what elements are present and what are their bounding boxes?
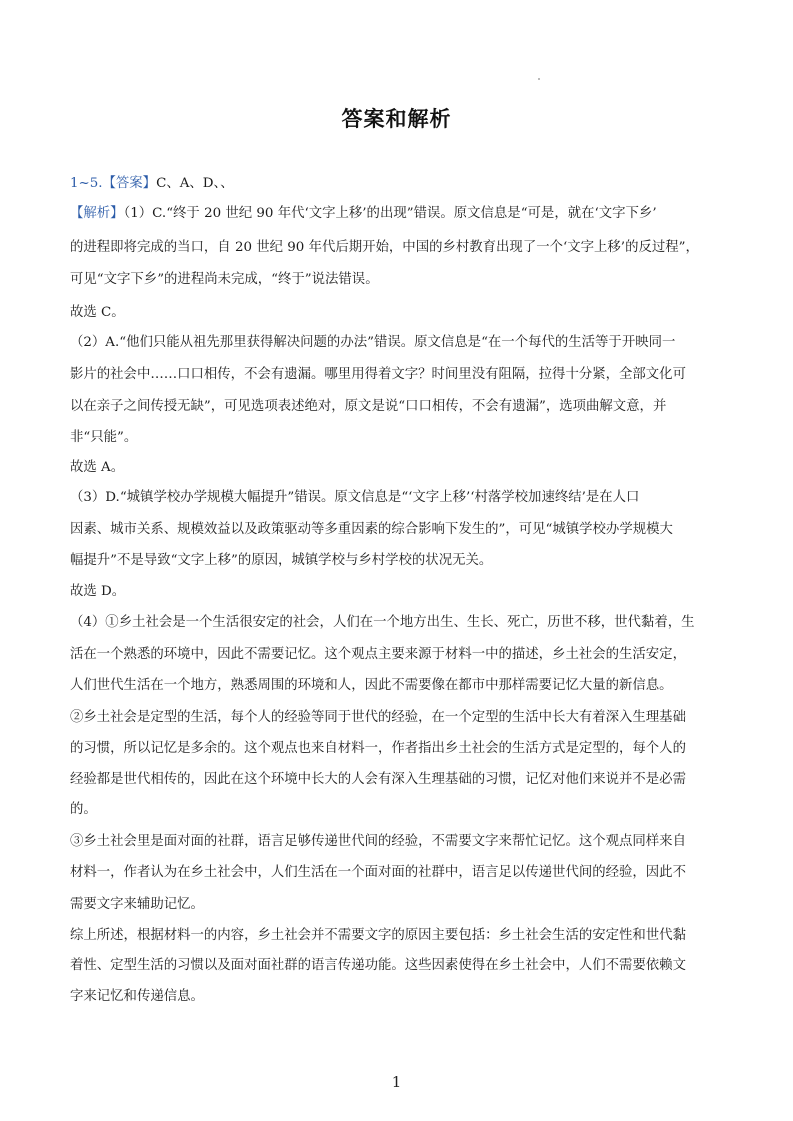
paragraph-line: 故选 C。 [70, 305, 125, 320]
page-number: 1 [391, 1073, 402, 1091]
answer-key-line [70, 174, 725, 194]
paragraph-line: 故选 D。 [70, 584, 126, 599]
paragraph-line: （2）A.“他们只能从祖先那里获得解决问题的办法”错误。原文信息是“在一个每代的生活等于开映同一 [70, 335, 676, 350]
answer-key-tag: 【答案】 [102, 176, 157, 191]
answer-key-text: C、A、D、、 [156, 176, 234, 191]
paragraph-line: 着性、定型生活的习惯以及面对面社群的语言传递功能。这些因素使得在乡土社会中，人们不需要依赖文 [70, 958, 686, 973]
paragraph-line: 以在亲子之间传授无缺”，可见选项表述绝对，原文是说“口口相传，不会有遗漏”，选项曲解文意，并 [70, 399, 667, 414]
paragraph-line: ②乡土社会是定型的生活，每个人的经验等同于世代的经验，在一个定型的生活中长大有着深入生理基础 [70, 710, 686, 725]
analysis-tag: 【解析】 [70, 206, 124, 221]
scan-speck [538, 78, 540, 80]
paragraph-line: 人们世代生活在一个地方，熟悉周围的环境和人，因此不需要像在都市中那样需要记忆大量的新信息。 [70, 678, 673, 693]
page-title: 答案和解析 [341, 107, 452, 131]
paragraph-line: 非“只能”。 [70, 430, 138, 445]
paragraph-line: 字来记忆和传递信息。 [70, 989, 204, 1004]
paragraph-line: 综上所述，根据材料一的内容，乡土社会并不需要文字的原因主要包括：乡土社会生活的安定性和世代黏 [70, 928, 686, 943]
paragraph-line: 材料一，作者认为在乡土社会中，人们生活在一个面对面的社群中，语言足以传递世代间的经验，因此不 [70, 865, 686, 880]
paragraph-line: 幅提升”不是导致“文字上移”的原因，城镇学校与乡村学校的状况无关。 [70, 553, 493, 568]
paragraph-line: ③乡土社会里是面对面的社群，语言足够传递世代间的经验，不需要文字来帮忙记忆。这个观点同样来自 [70, 834, 686, 849]
paragraph-line: 经验都是世代相传的，因此在这个环境中长大的人会有深入生理基础的习惯，记忆对他们来说并不是必需 [70, 772, 686, 787]
paragraph-line: 的。 [70, 802, 97, 817]
line-text: （1）C.“终于 20 世纪 90 年代‘文字上移’的出现”错误。原文信息是“可是，就在‘文字下乡’ [123, 206, 657, 221]
paragraph-line: （3）D.“城镇学校办学规模大幅提升”错误。原文信息是“‘文字上移’‘村落学校加速终结’是在人口 [70, 490, 640, 505]
paragraph-line: 的进程即将完成的当口，自 20 世纪 90 年代后期开始，中国的乡村教育出现了一个‘文字上移’的反过程”， [70, 240, 699, 255]
paragraph-line [70, 204, 725, 224]
paragraph-line: （4）①乡土社会是一个生活很安定的社会，人们在一个地方出生、生长、死亡，历世不移，世代黏着，生 [70, 615, 695, 630]
paragraph-line: 影片的社会中……口口相传，不会有遗漏。哪里用得着文字？时间里没有阻隔，拉得十分紧，全部文化可 [70, 367, 686, 382]
paragraph-line: 活在一个熟悉的环境中，因此不需要记忆。这个观点主要来源于材料一中的描述，乡土社会的生活安定， [70, 647, 686, 662]
paragraph-line: 的习惯，所以记忆是多余的。这个观点也来自材料一，作者指出乡土社会的生活方式是定型的，每个人的 [70, 741, 686, 756]
answer-key-range: 1~5. [70, 176, 103, 191]
paragraph-line: 因素、城市关系、规模效益以及政策驱动等多重因素的综合影响下发生的”，可见“城镇学校办学规模大 [70, 522, 673, 537]
paragraph-line: 故选 A。 [70, 460, 125, 475]
paragraph-line: 可见“文字下乡”的进程尚未完成，“终于”说法错误。 [70, 272, 379, 287]
paragraph-line: 需要文字来辅助记忆。 [70, 897, 204, 912]
